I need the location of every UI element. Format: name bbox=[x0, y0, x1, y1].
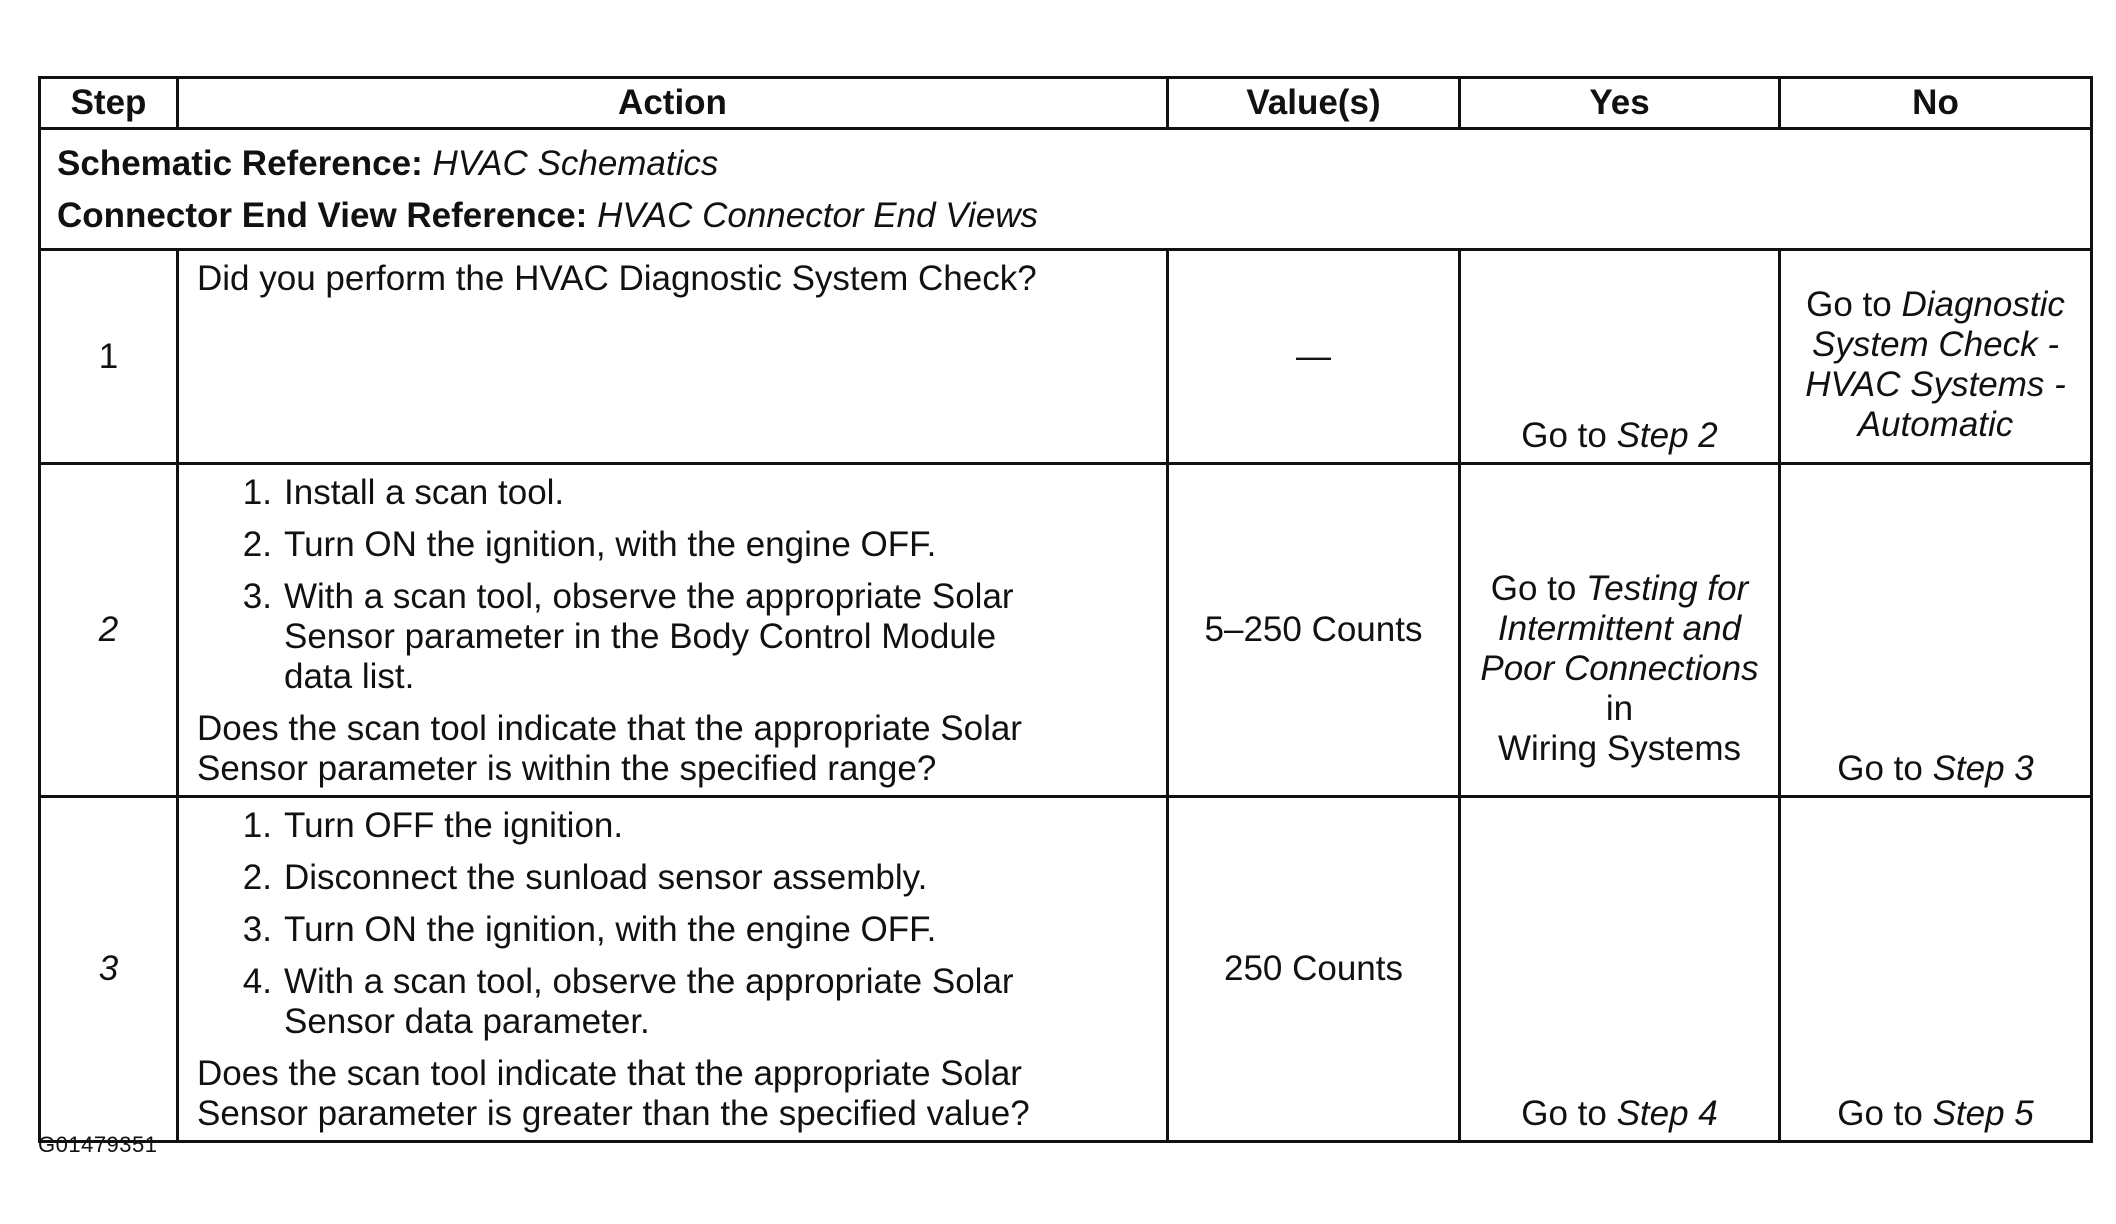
no-goto-link[interactable]: Step 3 bbox=[1932, 749, 2034, 788]
connector-reference bbox=[57, 190, 2074, 242]
header-yes: Yes bbox=[1460, 78, 1780, 129]
connector-reference-label: Connector End View Reference: bbox=[57, 196, 588, 235]
yes-goto-prefix: Go to bbox=[1521, 1094, 1607, 1133]
schematic-reference bbox=[57, 138, 2074, 190]
action-step: 1. Install a scan tool. bbox=[242, 473, 565, 512]
action-step: 4. With a scan tool, observe the appropriate Solar Sensor data parameter. bbox=[242, 962, 1014, 1041]
figure-id-caption: G01479351 bbox=[38, 1132, 158, 1157]
no-goto-link[interactable]: Step 5 bbox=[1932, 1094, 2034, 1133]
action-step: 2. Disconnect the sunload sensor assembly. bbox=[242, 858, 928, 897]
yes-cell bbox=[1460, 464, 1780, 797]
action-cell bbox=[178, 250, 1168, 464]
table-row bbox=[40, 464, 2092, 797]
no-cell bbox=[1780, 464, 2092, 797]
no-goto-link-line3[interactable]: HVAC Systems - bbox=[1805, 365, 2066, 404]
no-goto-prefix: Go to bbox=[1837, 749, 1923, 788]
action-cell bbox=[178, 797, 1168, 1142]
yes-goto-line5: Wiring Systems bbox=[1497, 729, 1742, 768]
value-cell: 5–250 Counts bbox=[1168, 464, 1460, 797]
yes-goto-prefix: Go to bbox=[1490, 569, 1577, 608]
step-number: 2 bbox=[40, 464, 178, 797]
value-cell: — bbox=[1168, 250, 1460, 464]
action-steps bbox=[197, 806, 1148, 1042]
no-cell bbox=[1780, 797, 2092, 1142]
header-step: Step bbox=[40, 78, 178, 129]
diagnostic-table bbox=[38, 76, 2093, 1143]
action-step: 3. Turn ON the ignition, with the engine OFF. bbox=[242, 910, 937, 949]
header-values: Value(s) bbox=[1168, 78, 1460, 129]
no-goto[interactable] bbox=[1781, 1094, 2090, 1134]
action-question: Does the scan tool indicate that the appropriate Solar Sensor parameter is within the specified range? bbox=[197, 709, 1022, 788]
step-number: 1 bbox=[40, 250, 178, 464]
no-goto-prefix: Go to bbox=[1806, 285, 1892, 324]
yes-cell bbox=[1460, 250, 1780, 464]
yes-goto-link[interactable]: Step 2 bbox=[1616, 416, 1718, 455]
action-question: Did you perform the HVAC Diagnostic System Check? bbox=[197, 259, 1037, 298]
yes-goto-prefix: Go to bbox=[1521, 416, 1607, 455]
yes-goto[interactable] bbox=[1461, 416, 1778, 456]
yes-cell bbox=[1460, 797, 1780, 1142]
no-cell bbox=[1780, 250, 2092, 464]
action-step: 3. With a scan tool, observe the appropriate Solar Sensor parameter in the Body Control Module data list. bbox=[242, 577, 1014, 696]
action-cell bbox=[178, 464, 1168, 797]
no-goto[interactable] bbox=[1781, 749, 2090, 789]
yes-goto-link-line3[interactable]: Poor Connections bbox=[1480, 649, 1759, 688]
yes-goto-link-line2[interactable]: Intermittent and bbox=[1497, 609, 1742, 648]
no-goto-link-line2[interactable]: System Check - bbox=[1812, 325, 2059, 364]
value-cell: 250 Counts bbox=[1168, 797, 1460, 1142]
no-goto[interactable] bbox=[1781, 285, 2090, 445]
yes-goto-link[interactable]: Step 4 bbox=[1616, 1094, 1718, 1133]
yes-goto-link[interactable]: Testing for bbox=[1586, 569, 1749, 608]
action-step: 2. Turn ON the ignition, with the engine OFF. bbox=[242, 525, 937, 564]
no-goto-link[interactable]: Diagnostic bbox=[1901, 285, 2065, 324]
reference-cell bbox=[40, 129, 2092, 250]
action-step: 1. Turn OFF the ignition. bbox=[242, 806, 624, 845]
action-steps bbox=[197, 473, 1148, 697]
header-action: Action bbox=[178, 78, 1168, 129]
header-no: No bbox=[1780, 78, 2092, 129]
yes-goto[interactable] bbox=[1461, 1094, 1778, 1134]
table-row bbox=[40, 250, 2092, 464]
action-question: Does the scan tool indicate that the appropriate Solar Sensor parameter is greater than the specified value? bbox=[197, 1054, 1030, 1133]
header-row bbox=[40, 78, 2092, 129]
yes-goto[interactable] bbox=[1461, 569, 1778, 769]
schematic-reference-label: Schematic Reference: bbox=[57, 144, 423, 183]
yes-goto-line4: in bbox=[1605, 689, 1634, 728]
table-row bbox=[40, 797, 2092, 1142]
schematic-reference-link[interactable]: HVAC Schematics bbox=[432, 144, 719, 183]
step-number: 3 bbox=[40, 797, 178, 1142]
reference-row bbox=[40, 129, 2092, 250]
no-goto-link-line4[interactable]: Automatic bbox=[1857, 405, 2014, 444]
connector-reference-link[interactable]: HVAC Connector End Views bbox=[597, 196, 1039, 235]
no-goto-prefix: Go to bbox=[1837, 1094, 1923, 1133]
